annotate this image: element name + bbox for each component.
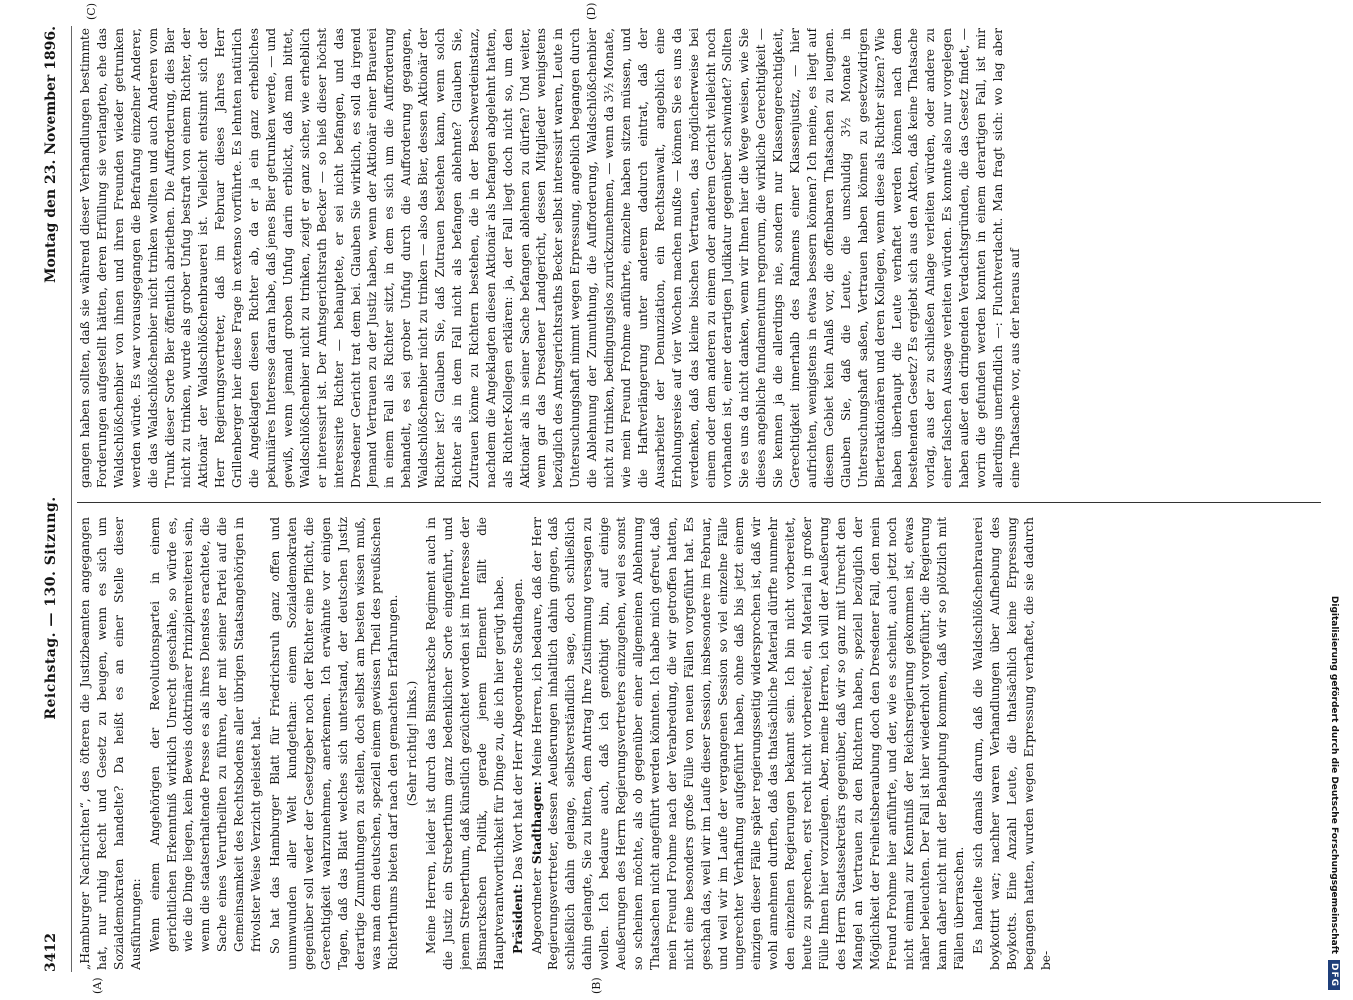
column-divider [77, 502, 1321, 503]
paragraph: gangen haben sollten, daß sie während dieser Verhandlungen bestimmte Forderungen aufgestellt hätten, deren Erfüllung sie verlangten, ehe das Waldschlößchenbier von ihnen und ihren Freunden wieder getrunken werden würde. Es war vorausgegangen die Befrafung einzelner Anderer, die das Waldschlößchenbier nicht trinken wollten und auch Anderen vom Trunk dieser Sorte Bier öffentlich abriethen. Die Aufforderung, dies Bier nicht zu trinken, wurde als grober Unfug bestraft von einem Richter, der Aktionär der Waldschlößchenbrauerei ist. Vielleicht entsinnt sich der Herr Regierungsvertreter, daß im Februar dieses Jahres Herr Grillenberger hier diese Frage in extenso vorführte. Es lehnten natürlich die Angeklagten diesen Richter ab, da er ja ein ganz erhebliches pekuniäres Interesse daran habe, daß jenes Bier getrunken werde, — und gewiß, wenn jemand groben Unfug darin erblickt, daß man bittet, Waldschlößchenbier nicht zu trinken, zeigt er ganz sicher, wie erheblich er interessirt ist. Der Amtsgerichtsrath Becker — so hieß dieser höchst interessirte Richter — behauptete, er sei nicht befangen, und das Dresdener Gericht trat dem bei. Glauben Sie wirklich, es soll da irgend Jemand Vertrauen zu der Justiz haben, wenn der Aktionär einer Brauerei in einem Fall als Richter sitzt, in dem es sich um die Aufforderung behandelt, es sei grober Unfug durch die Aufforderung gegangen, Waldschlößchenbier nicht zu trinken — also das Bier, dessen Aktionär der Richter ist? Glauben Sie, daß Zutrauen bestehen kann, wenn solch Richter als in dem Fall nicht als befangen ablehnte? Glauben Sie, Zutrauen könne zu Richtern bestehen, die in der Beschwerdeinstanz, nachdem die Angeklagten diesen Aktionär als befangen abgelehnt hatten, als Richter-Kollegen erklären: ja, der Fall liegt doch nicht so, um den Aktionär als in seiner Sache befangen ablehnen zu dürfen? Und weiter, wenn gar das Dresdener Landgericht, dessen Mitglieder wenigstens bezüglich des Amtsgerichtsraths Becker selbst interessirt waren, Leute in Untersuchungshaft nimmt wegen Erpressung, angeblich begangen durch die Ablehnung der Zumuthung, die Aufforderung, Waldschlößchenbier nicht zu trinken, bedingungslos zurückzunehmen, — wenn da 3½ Monate, wie mein Freund Frohme anführte, einzelne haben sitzen müssen, und die Haftverlängerung unter anderem dadurch eintrat, daß der Ausarbeiter der Denunziation, ein Rechtsanwalt, angeblich eine Erholungsreise auf vier Wochen machen mußte — können Sie es uns da verdenken, daß das kleine bischen Vertrauen, das möglicherweise bei einem oder dem anderen zu einem oder anderem Gericht vielleicht noch vorhanden ist, einer derartigen Judikatur gegenüber schwindet? Sollten Sie es uns da nicht danken, wenn wir Ihnen hier die Wege weisen, wie Sie dieses angebliche fundamentum regnorum, die wirkliche Gerechtigkeit — Sie kennen ja die allerdings nie, sondern nur Klassengerechtigkeit, Gerechtigkeit innerhalb des Rahmens einer Klassenjustiz, — hier aufrichten, wenigstens in etwas bessern können? Ich meine, es liegt auf diesem Gebiet kein Anlaß vor, die offenbaren Thatsachen zu leugnen. Glauben Sie, daß die Leute, die unschuldig 3½ Monate in Untersuchungshaft saßen, Vertrauen haben können zu gesetzwidrigen Bierteraktionären und deren Kollegen, wenn diese als Richter sitzen? Wie haben überhaupt die Leute verhaftet werden können nach dem bestehenden Gesetz? Es ergiebt sich aus den Akten, daß keine Thatsache vorlag, aus der zu schließen Anlage verleiten würden, oder andere zu einer falschen Aussage verleiten würden. Es konnte also nur vorgelegen haben außer den dringenden Verdachtsgründen, die das Gesetz findet, — worin die gefunden werden konnten in einem derartigen Fall, ist mir allerdings unerfindlich —: Fluchtverdacht. Man fragt sich: wo lag aber eine Thatsache vor, aus der heraus auf [78, 28, 1022, 488]
applause-note: (Sehr richtig! links.) [405, 680, 420, 807]
right-column [77, 28, 1321, 488]
president-text: Das Wort hat der Herr Abgeordnete Stadthagen. [510, 578, 525, 880]
margin-marker-c: (C) [85, 3, 98, 20]
speech-text: Meine Herren, ich bedaure, daß der Herr Regierungsvertreter, dessen Aeußerungen inhaltlich dahin gingen, daß schließlich dahin gelange, selbstverständlich sage, doch schließlich dahin gelangte, Sie zu bitten, dem Antrag Ihre Zustimmung versagen zu wollen. Ich bedaure auch, daß ich genöthigt bin, auf einige Aeußerungen des Herrn Regierungsvertreters einzugehen, weil es sonst so scheinen möchte, als ob gegenüber einer allgemeinen Ablehnung Thatsachen nicht angeführt werden könnten. Ich habe mich gefreut, daß mein Freund Frohme nach der Verabredung, die wir getroffen hatten, nicht eine besonders große Fülle von neuen Fällen vorgeführt hat. Es geschah das, weil wir im Laufe dieser Session, insbesondere im Februar, und weil wir im Laufe der vergangenen Session so viel einzelne Fälle ungerechter Verhaftung aufgeführt haben, ohne daß bis jetzt einem einzigen dieser Fälle später regierungsseitig widersprochen ist, daß wir wohl annehmen durften, daß das thatsächliche Material dürfte nunmehr den einzelnen Regierungen bekannt sein. Ich bin nicht vorbereitet, heute zu sprechen, erst recht nicht vorbereitet, ein Material in großer Fülle Ihnen hier vorzulegen. Aber, meine Herren, ich will der Aeußerung des Herrn Staatssekretärs gegenüber, daß wir so ganz mit Unrecht den Mangel an Vertrauen zu den Richtern haben, speziell bezüglich der Möglichkeit der Freiheitsberaubung doch den Dresdener Fall, den mein Freund Frohme hier anführte, und der, wie es scheint, auch jetzt noch nicht einmal zur Kenntniß der Reichsregierung gekommen ist, etwas näher beleuchten. Der Fall ist hier wiederholt vorgeführt; die Regierung kann daher nicht mit der Behauptung kommen, daß wir so plötzlich mit Fällen überraschen. [529, 517, 967, 970]
session-title: Reichstag. — 130. Sitzung. [43, 496, 59, 720]
margin-marker-b: (B) [590, 977, 603, 994]
credit-text: Digitalisierung gefördert durch die Deutsche Forschungsgemeinschaft [1329, 595, 1339, 954]
paragraph: Es handelte sich damals darum, daß die Waldschlößchenbrauerei boykottirt war; nachher waren Verhandlungen über Aufhebung des Boykotts. Eine Anzahl Leute, die thatsächlich keine Erpressung begangen hatten, wurden wegen Erpressung verhaftet, die sie dadurch be- [971, 517, 1053, 970]
dfg-logo: DFG [1328, 960, 1340, 990]
block-quote: Wenn einem Angehörigen der Revolutionspartei in einem gerichtlichen Erkenntniß wirklich Unrecht geschähe, so würde es, wie die Dinge liegen, kein Beweis doktrinärer Prinzipienreiterei sein, wenn die staatserhaltende Presse es als ihres Dienstes erachtete, die Sache eines Verurtheilten zu führen, der mit seiner Partei auf die Gemeinsamkeit des Rechtsbodens aller übrigen Staatsangehörigen in frivolster Weise Verzicht geleistet hat. [147, 517, 264, 952]
page-number: 3412 [43, 933, 59, 972]
session-date: Montag den 23. November 1896. [43, 26, 59, 283]
speaker-intro [529, 517, 969, 970]
speaker-name: Stadthagen: [529, 781, 544, 865]
paragraph: „Hamburger Nachrichten“, des öfteren die Justizbeamten angegangen hat, nur ruhig Recht und Gesetz zu beugen, wenn es sich um Sozialdemokraten handelte? Da heißt es an einer Stelle dieser Ausführungen: [78, 517, 143, 970]
president-label: Präsident: [510, 883, 525, 954]
president-remark [510, 517, 527, 970]
speaker-role: Abgeordneter [529, 868, 544, 954]
margin-marker-d: (D) [585, 2, 598, 20]
left-column [77, 517, 1321, 970]
paragraph: So hat das Hamburger Blatt für Friedrichsruh ganz offen und unumwunden aller Welt kundgethan: einem Sozialdemokraten gegenüber soll weder der Gesetzgeber noch der Richter eine Pflicht, die Gerechtigkeit wahrzunehmen, anerkennen. Ich erwähnte vor einigen Tagen, daß das Blatt welches sich unterstand, der deutschen Justiz derartige Zumuthungen zu stellen, doch selbst am besten wissen muß, was man dem deutschen, speziell einem gewissen Theil des preußischen Richterthums bieten darf nach den gemachten Erfahrungen. [267, 517, 401, 970]
paragraph: Meine Herren, leider ist durch das Bismarcksche Regiment auch in die Justiz ein Streberthum ganz bedenklicher Sorte eingeführt, und jenem Streberthum, daß künstlich gezüchtet worden ist im Interesse der Bismarckschen Politik, gerade jenem Element fällt die Hauptverantwortlichkeit für Dinge zu, die ich hier gerügt habe. [424, 517, 506, 970]
newspaper-page [35, 0, 1335, 1000]
header-divider [71, 26, 72, 972]
margin-marker-a: (A) [91, 977, 104, 994]
